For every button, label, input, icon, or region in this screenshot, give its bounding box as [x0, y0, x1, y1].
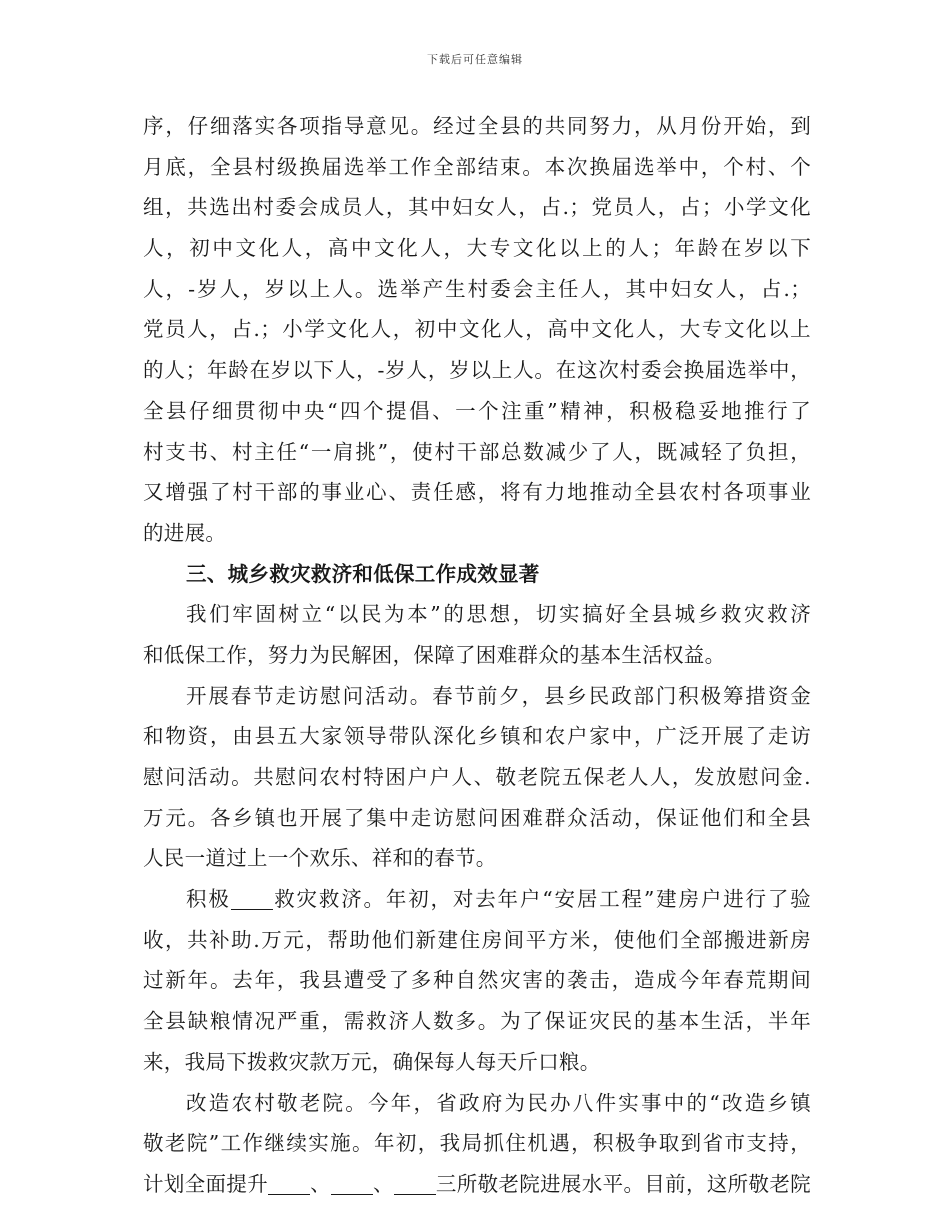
line-segment: 积极 — [186, 887, 231, 912]
paragraph-line — [143, 879, 811, 920]
paragraph-line: 全县缺粮情况严重，需救济人数多。为了保证灾民的基本生活，半年 — [143, 1009, 811, 1034]
line-segment: 、 — [310, 1171, 331, 1196]
fill-blank — [331, 1171, 373, 1195]
paragraph-line: 万元。各乡镇也开展了集中走访慰问困难群众活动，保证他们和全县 — [143, 805, 811, 830]
paragraph-line: 来，我局下拨救灾款万元，确保每人每天斤口粮。 — [143, 1049, 601, 1074]
paragraph-line: 党员人，占.；小学文化人，初中文化人，高中文化人，大专文化以上 — [143, 317, 811, 342]
page-header: 下载后可任意编辑 — [427, 53, 523, 66]
paragraph-line: 序，仔细落实各项指导意见。经过全县的共同努力，从月份开始，到 — [143, 114, 811, 138]
paragraph-line: 人，-岁人，岁以上人。选举产生村委会主任人，其中妇女人，占.； — [143, 276, 811, 301]
paragraph-line: 全县仔细贯彻中央“四个提倡、一个注重”精神，积极稳妥地推行了 — [143, 398, 811, 423]
paragraph-line: 的进展。 — [143, 520, 227, 545]
paragraph-line: 村支书、村主任“一肩挑”，使村干部总数减少了人，既减轻了负担， — [143, 439, 811, 464]
paragraph-line: 人，初中文化人，高中文化人，大专文化以上的人；年龄在岁以下 — [143, 236, 811, 261]
fill-blank — [268, 1171, 310, 1195]
document-body — [143, 106, 811, 1205]
paragraph-line: 的人；年龄在岁以下人，-岁人，岁以上人。在这次村委会换届选举中， — [143, 358, 811, 383]
paragraph-line: 开展春节走访慰问活动。春节前夕，县乡民政部门积极筹措资金 — [186, 683, 811, 708]
line-segment: 三所敬老院进展水平。目前，这所敬老院 — [435, 1171, 811, 1196]
paragraph-line: 改造农村敬老院。今年，省政府为民办八件实事中的“改造乡镇 — [186, 1090, 811, 1115]
paragraph-line: 人民一道过上一个欢乐、祥和的春节。 — [143, 846, 497, 871]
line-segment: 、 — [372, 1171, 394, 1196]
paragraph-line — [143, 1164, 811, 1205]
paragraph-line: 过新年。去年，我县遭受了多种自然灾害的袭击，造成今年春荒期间 — [143, 968, 811, 993]
line-segment: 救灾救济。年初，对去年户“安居工程”建房户进行了验 — [272, 887, 811, 912]
paragraph-line: 月底，全县村级换届选举工作全部结束。本次换届选举中，个村、个 — [143, 154, 811, 179]
paragraph-line: 组，共选出村委会成员人，其中妇女人，占.；党员人，占；小学文化 — [143, 195, 811, 220]
paragraph-line: 收，共补助.万元，帮助他们新建住房间平方米，使他们全部搬进新房 — [143, 927, 811, 952]
paragraph-line: 又增强了村干部的事业心、责任感，将有力地推动全县农村各项事业 — [143, 480, 811, 505]
fill-blank — [231, 887, 273, 911]
paragraph-line: 慰问活动。共慰问农村特困户户人、敬老院五保老人人，发放慰问金. — [143, 765, 811, 789]
section-heading: 三、城乡救灾救济和低保工作成效显著 — [186, 561, 540, 586]
paragraph-line: 和物资，由县五大家领导带队深化乡镇和农户家中，广泛开展了走访 — [143, 724, 811, 749]
line-segment: 计划全面提升 — [143, 1171, 269, 1196]
paragraph-line: 敬老院”工作继续实施。年初，我局抓住机遇，积极争取到省市支持， — [143, 1131, 811, 1156]
fill-blank — [394, 1171, 436, 1195]
paragraph-line: 我们牢固树立“以民为本”的思想，切实搞好全县城乡救灾救济 — [186, 602, 811, 627]
paragraph-line: 和低保工作，努力为民解困，保障了困难群众的基本生活权益。 — [143, 642, 726, 667]
